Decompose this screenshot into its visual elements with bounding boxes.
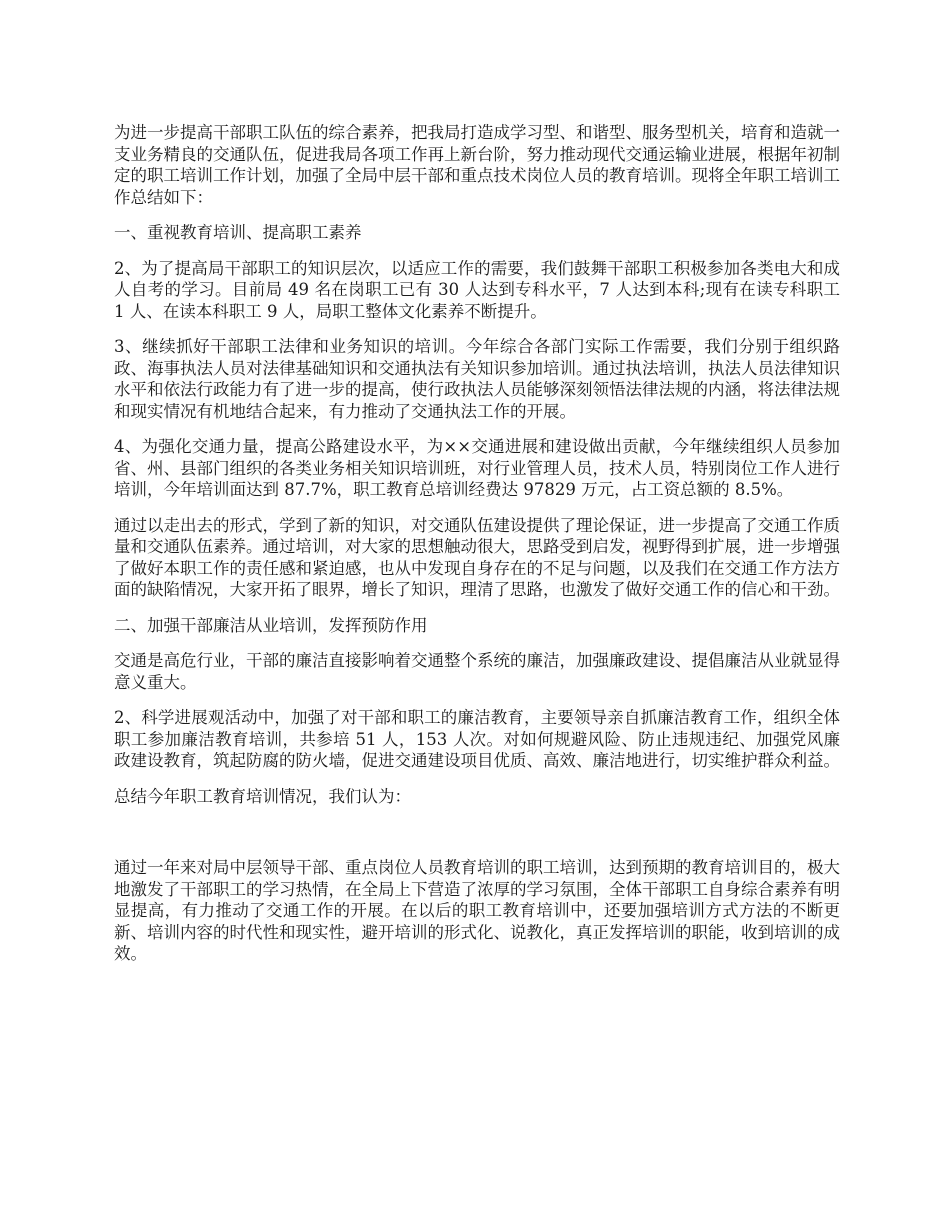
paragraph-business-training: 4、为强化交通力量，提高公路建设水平，为××交通进展和建设做出贡献，今年继续组织人员参加省、州、县部门组织的各类业务相关知识培训班，对行业管理人员，技术人员，特别岗位工作人进行培训，今年培训面达到 87.7%，职工教育总培训经费达 97829 万元，占工资总额的 8.5%。 xyxy=(114,437,840,499)
paragraph-law-training: 3、继续抓好干部职工法律和业务知识的培训。今年综合各部门实际工作需要，我们分别于组织路政、海事执法人员对法律基础知识和交通执法有关知识参加培训。通过执法培训，执法人员法律知识水平和依法行政能力有了进一步的提高，使行政执法人员能够深刻领悟法律法规的内涵，将法律法规和现实情况有机地结合起来，有力推动了交通执法工作的开展。 xyxy=(114,337,840,421)
paragraph-summary-intro: 总结今年职工教育培训情况，我们认为： xyxy=(114,786,411,806)
paragraph-conclusion: 通过一年来对局中层领导干部、重点岗位人员教育培训的职工培训，达到预期的教育培训目的，极大地激发了干部职工的学习热情，在全局上下营造了浓厚的学习氛围，全体干部职工自身综合素养有明显提高，有力推动了交通工作的开展。在以后的职工教育培训中，还要加强培训方式方法的不断更新、培训内容的时代性和现实性，避开培训的形式化、说教化，真正发挥培训的职能，收到培训的成效。 xyxy=(114,858,840,963)
paragraph-education-level: 2、为了提高局干部职工的知识层次，以适应工作的需要，我们鼓舞干部职工积极参加各类电大和成人自考的学习。目前局 49 名在岗职工已有 30 人达到专科水平，7 人达到本科;现有在读专科职工 1 人、在读本科职工 9 人，局职工整体文化素养不断提升。 xyxy=(114,258,840,321)
paragraph-integrity-importance: 交通是高危行业，干部的廉洁直接影响着交通整个系统的廉洁，加强廉政建设、提倡廉洁从业就显得意义重大。 xyxy=(114,651,840,692)
intro-paragraph: 为进一步提高干部职工队伍的综合素养，把我局打造成学习型、和谐型、服务型机关，培育和造就一支业务精良的交通队伍，促进我局各项工作再上新台阶，努力推动现代交通运输业进展，根据年初制定的职工培训工作计划，加强了全局中层干部和重点技术岗位人员的教育培训。现将全年职工培训工作总结如下： xyxy=(114,123,840,207)
section-heading-2: 二、加强干部廉洁从业培训，发挥预防作用 xyxy=(114,615,428,635)
paragraph-training-outcome: 通过以走出去的形式，学到了新的知识，对交通队伍建设提供了理论保证，进一步提高了交通工作质量和交通队伍素养。通过培训，对大家的思想触动很大，思路受到启发，视野得到扩展，进一步增强了做好本职工作的责任感和紧迫感，也从中发现自身存在的不足与问题，以及我们在交通工作方法方面的缺陷情况，大家开拓了眼界，增长了知识，理清了思路，也激发了做好交通工作的信心和干劲。 xyxy=(114,515,840,599)
document-body xyxy=(114,122,840,979)
blank-spacer xyxy=(114,821,840,857)
paragraph-integrity-education: 2、科学进展观活动中，加强了对干部和职工的廉洁教育，主要领导亲自抓廉洁教育工作，组织全体职工参加廉洁教育培训，共参培 51 人，153 人次。对如何规避风险、防止违规违纪、加强党风廉政建设教育，筑起防腐的防火墙，促进交通建设项目优质、高效、廉洁地进行，切实维护群众利益。 xyxy=(114,708,840,770)
section-heading-1: 一、重视教育培训、提高职工素养 xyxy=(114,223,362,242)
